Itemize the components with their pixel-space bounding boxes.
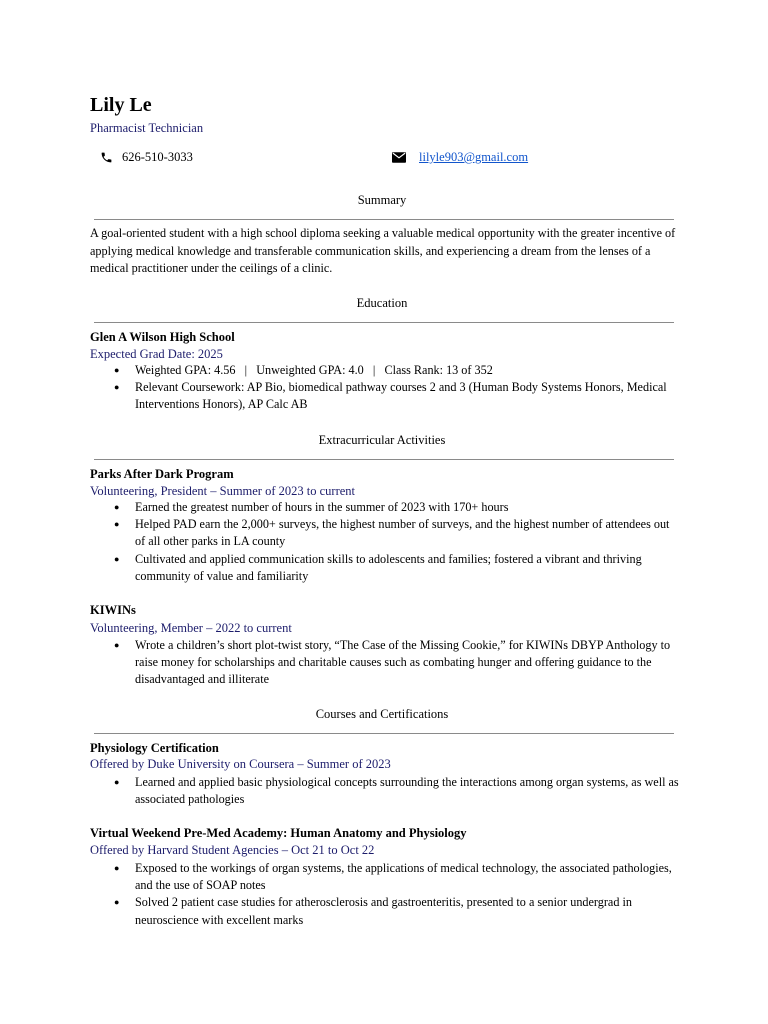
list-item: ● Earned the greatest number of hours in the summer of 2023 with 170+ hours (90, 499, 680, 516)
list-item: ● Learned and applied basic physiological concepts surrounding the interactions among organ systems, as well as associated pathologies (90, 774, 680, 808)
extracurricular-heading: Extracurricular Activities (318, 433, 446, 447)
course-subtitle: Offered by Harvard Student Agencies – Oct 21 to Oct 22 (90, 843, 375, 857)
candidate-name: Lily Le (90, 94, 152, 116)
candidate-title: Pharmacist Technician (90, 121, 204, 135)
list-item: ● Cultivated and applied communication skills to adolescents and families; fostered a vibrant and thriving community of value and familiarity (90, 551, 680, 585)
activity-title: KIWINs (90, 603, 136, 617)
course-bullets (90, 774, 680, 808)
email-contact (392, 149, 528, 165)
course-bullets (90, 860, 680, 929)
courses-divider (94, 733, 674, 734)
envelope-icon (392, 152, 406, 163)
course-title: Physiology Certification (90, 741, 219, 755)
education-bullets (90, 362, 680, 414)
course-subtitle: Offered by Duke University on Coursera – Summer of 2023 (90, 757, 391, 771)
list-item: ● Wrote a children’s short plot-twist story, “The Case of the Missing Cookie,” for KIWINs DBYP Anthology to raise money for scholarships and charitable causes such as combating hunger and offering guidance to the disadvantaged and illiterate (90, 637, 680, 689)
summary-text: A goal-oriented student with a high school diploma seeking a valuable medical opportunity with the greater incentive of applying medical knowledge and transferable communication skills, and experiencing a dream from the lenses of a medical practitioner under the ceilings of a clinic. (90, 226, 676, 275)
grad-date: Expected Grad Date: 2025 (90, 347, 223, 361)
email-link[interactable]: lilyle903@gmail.com (419, 150, 529, 164)
list-item: ● Solved 2 patient case studies for atherosclerosis and gastroenteritis, presented to a senior undergrad in neuroscience with excellent marks (90, 894, 680, 928)
summary-heading: Summary (357, 193, 407, 207)
activity-subtitle: Volunteering, President – Summer of 2023 to current (90, 484, 356, 498)
phone-number: 626-510-3033 (122, 150, 193, 164)
activity-bullets (90, 637, 680, 689)
list-item: ● Relevant Coursework: AP Bio, biomedical pathway courses 2 and 3 (Human Body Systems Honors, Medical Interventions Honors), AP Calc AB (90, 379, 680, 413)
list-item: ● Weighted GPA: 4.56 | Unweighted GPA: 4.0 | Class Rank: 13 of 352 (90, 362, 680, 379)
activity-bullets (90, 499, 680, 585)
activity-title: Parks After Dark Program (90, 467, 234, 481)
school-name: Glen A Wilson High School (90, 330, 235, 344)
extracurricular-divider (94, 459, 674, 460)
courses-heading: Courses and Certifications (315, 707, 449, 721)
summary-divider (94, 219, 674, 220)
list-item: ● Helped PAD earn the 2,000+ surveys, the highest number of surveys, and the highest number of attendees out of all other parks in LA county (90, 516, 680, 550)
education-heading: Education (356, 296, 408, 310)
education-divider (94, 322, 674, 323)
phone-icon (100, 151, 113, 164)
course-title: Virtual Weekend Pre-Med Academy: Human Anatomy and Physiology (90, 826, 467, 840)
phone-contact (100, 149, 193, 165)
list-item: ● Exposed to the workings of organ systems, the applications of medical technology, the associated pathologies, and the use of SOAP notes (90, 860, 680, 894)
activity-subtitle: Volunteering, Member – 2022 to current (90, 621, 292, 635)
